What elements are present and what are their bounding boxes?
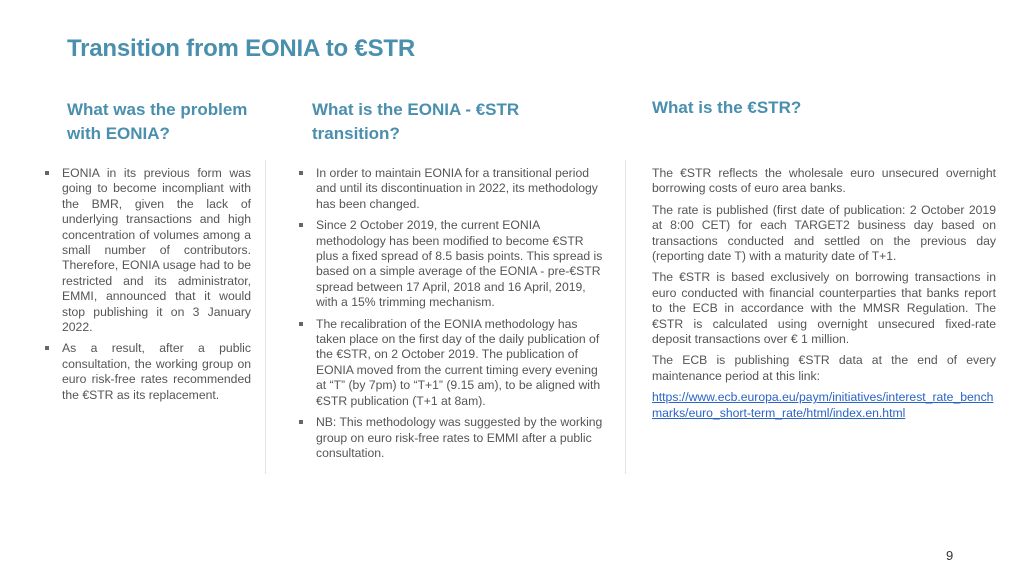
bullet-text: EONIA in its previous form was going to become incompliant with the BMR, given the lack of underlying transactions and high concentration of volumes among a small number of contributors. Therefore, EONIA usage had to be restricted and its administrator, EMMI, announced that it would stop publishing it on 3 January 2022. — [62, 166, 251, 335]
bullet-icon — [299, 322, 303, 326]
estr-paragraph: The €STR is based exclusively on borrowing transactions in euro conducted with financial counterparties that banks report to the ECB in accordance with the MMSR Regulation. The €STR is calculated using overnight unsecured fixed-rate deposit transactions over € 1 million. — [652, 270, 996, 347]
column-heading-transition: What is the EONIA - €STR transition? — [312, 100, 520, 143]
column-divider — [265, 160, 266, 474]
bullet-icon — [45, 346, 49, 350]
bullet-text: As a result, after a public consultation, the working group on euro risk-free rates recommended the €STR as its replacement. — [62, 341, 251, 402]
ecb-estr-link[interactable]: https://www.ecb.europa.eu/paym/initiatives/interest_rate_benchmarks/euro_short-term_rate/html/index.en.html — [652, 390, 994, 420]
estr-paragraph: The €STR reflects the wholesale euro unsecured overnight borrowing costs of euro area banks. — [652, 166, 996, 196]
bullet-icon — [45, 171, 49, 175]
bullet-item — [298, 166, 605, 212]
estr-paragraph: The rate is published (first date of publication: 2 October 2019 at 8:00 CET) for each TARGET2 business day based on transactions conducted and settled on the previous day (reporting date T) with a maturity date of T+1. — [652, 202, 996, 264]
bullet-text: NB: This methodology was suggested by the working group on euro risk-free rates to EMMI after a public consultation. — [316, 415, 603, 460]
bullet-item — [44, 341, 251, 403]
bullet-text: Since 2 October 2019, the current EONIA methodology has been modified to become €STR plus a fixed spread of 8.5 basis points. This spread is based on a simple average of the EONIA - pre-€STR spread between 17 April, 2018 and 16 April, 2019, with a 15% trimming mechanism. — [316, 218, 603, 310]
column-heading-problem: What was the problem with EONIA? — [67, 100, 248, 143]
bullet-item — [298, 317, 605, 409]
slide-title: Transition from EONIA to €STR — [67, 35, 416, 62]
column-transition — [298, 166, 605, 467]
bullet-text: In order to maintain EONIA for a transitional period and until its discontinuation in 2022, its methodology has been changed. — [316, 166, 598, 211]
page-number: 9 — [946, 548, 954, 563]
estr-paragraph: The ECB is publishing €STR data at the end of every maintenance period at this link: — [652, 353, 996, 383]
bullet-item — [298, 415, 605, 461]
bullet-icon — [299, 171, 303, 175]
bullet-item — [298, 218, 605, 310]
column-heading-estr: What is the €STR? — [652, 98, 802, 117]
bullet-item — [44, 166, 251, 335]
column-divider — [625, 160, 626, 474]
bullet-icon — [299, 223, 303, 227]
bullet-icon — [299, 420, 303, 424]
bullet-text: The recalibration of the EONIA methodology has taken place on the first day of the daily publication of the €STR, on 2 October 2019. The publication of EONIA moved from the current timing every evening at “T” (by 7pm) to “T+1” (9.15 am), to be aligned with €STR publication (T+1 at 8am). — [316, 316, 601, 408]
column-estr — [652, 166, 996, 427]
column-problem — [44, 166, 251, 409]
